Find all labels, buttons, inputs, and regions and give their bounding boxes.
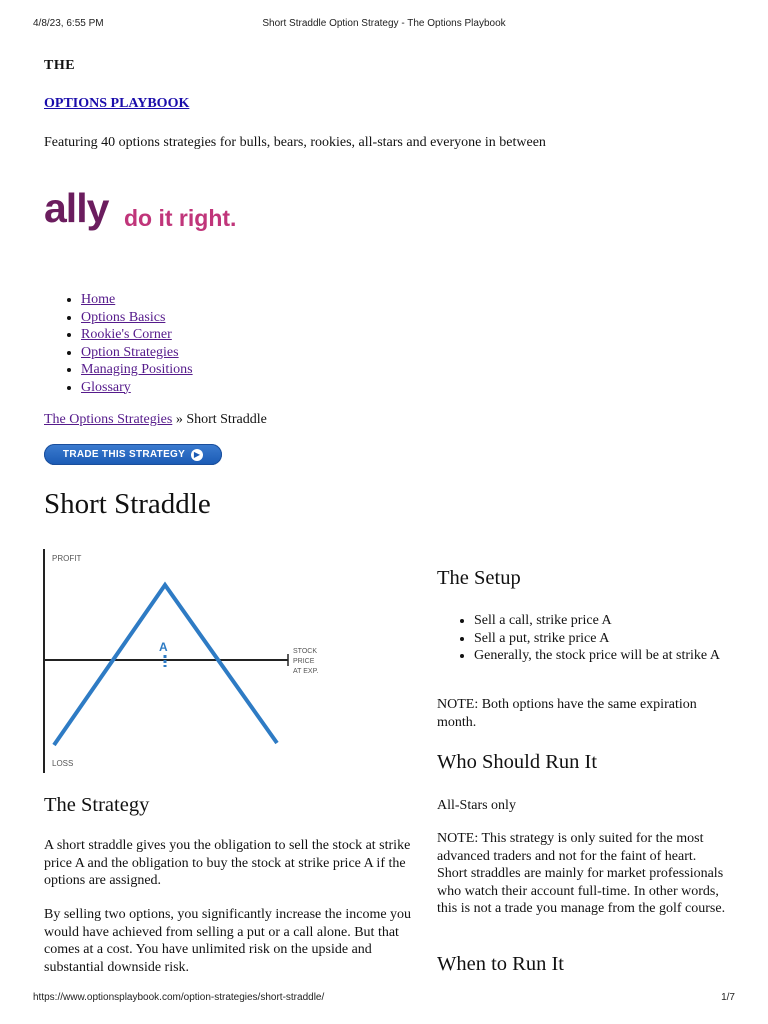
main-nav bbox=[44, 291, 193, 396]
strike-label: A bbox=[159, 640, 168, 654]
setup-note: NOTE: Both options have the same expiration month. bbox=[437, 697, 697, 730]
diagram-loss-label: LOSS bbox=[52, 759, 74, 768]
print-page-title: Short Straddle Option Strategy - The Options Playbook bbox=[262, 18, 506, 29]
nav-link-managing-positions[interactable]: Managing Positions bbox=[81, 362, 193, 377]
setup-item-sell-put: • Sell a put, strike price A bbox=[474, 630, 764, 648]
diagram-stock-label-1: STOCK bbox=[293, 648, 317, 655]
who-note: NOTE: This strategy is only suited for the most advanced traders and not for the faint of heart. Short straddles are mainly for market professionals who watch their account full-time. In other words, this is not a trade you manage from the golf course. bbox=[437, 831, 726, 916]
nav-link-home[interactable]: Home bbox=[81, 292, 116, 307]
when-heading: When to Run It bbox=[437, 953, 564, 975]
ally-slogan: do it right. bbox=[124, 205, 237, 231]
who-level: All-Stars only bbox=[437, 798, 516, 813]
nav-item-option-strategies bbox=[81, 344, 193, 362]
breadcrumb-parent-link[interactable]: The Options Strategies bbox=[44, 412, 173, 427]
diagram-stock-label-3: AT EXP. bbox=[293, 668, 319, 675]
nav-item-rookies-corner bbox=[81, 326, 193, 344]
strategy-paragraph-2: By selling two options, you significantly increase the income you would have achieved from selling a put or a call alone. But that comes at a cost. You have unlimited risk on the upside and substantial downside risk. bbox=[44, 907, 412, 975]
print-url: https://www.optionsplaybook.com/option-strategies/short-straddle/ bbox=[33, 992, 325, 1003]
breadcrumb-current: Short Straddle bbox=[186, 412, 267, 427]
setup-item-sell-call: • Sell a call, strike price A bbox=[474, 612, 764, 630]
trade-this-strategy-button[interactable] bbox=[44, 444, 222, 465]
site-tagline: Featuring 40 options strategies for bulls, bears, rookies, all-stars and everyone in between bbox=[44, 135, 546, 150]
payoff-diagram bbox=[40, 545, 319, 775]
brand-link[interactable]: OPTIONS PLAYBOOK bbox=[44, 96, 190, 111]
nav-link-glossary[interactable]: Glossary bbox=[81, 379, 131, 395]
nav-link-option-strategies[interactable]: Option Strategies bbox=[81, 344, 179, 360]
brand-prefix: THE bbox=[44, 58, 76, 73]
nav-link-options-basics[interactable]: Options Basics bbox=[81, 309, 166, 325]
page-title: Short Straddle bbox=[44, 488, 211, 520]
print-page-number: 1/7 bbox=[721, 992, 735, 1003]
nav-item-home bbox=[81, 291, 193, 309]
nav-item-glossary bbox=[81, 379, 193, 397]
ally-wordmark: ally bbox=[44, 185, 109, 231]
nav-link-rookies-corner[interactable]: Rookie's Corner bbox=[81, 327, 172, 342]
setup-heading: The Setup bbox=[437, 567, 521, 589]
diagram-stock-label-2: PRICE bbox=[293, 658, 315, 665]
diagram-profit-label: PROFIT bbox=[52, 554, 82, 563]
nav-item-managing-positions bbox=[81, 361, 193, 379]
strategy-paragraph-1: A short straddle gives you the obligation to sell the stock at strike price A and the obligation to buy the stock at strike price A if the options are assigned. bbox=[44, 838, 411, 888]
nav-item-options-basics bbox=[81, 309, 193, 327]
print-datetime: 4/8/23, 6:55 PM bbox=[33, 18, 104, 29]
ally-logo[interactable] bbox=[44, 185, 259, 240]
who-heading: Who Should Run It bbox=[437, 751, 598, 773]
play-arrow-icon: ▶ bbox=[191, 449, 203, 461]
strategy-heading: The Strategy bbox=[44, 794, 150, 816]
trade-button-label: TRADE THIS STRATEGY bbox=[62, 449, 186, 460]
breadcrumb bbox=[44, 412, 267, 428]
setup-list bbox=[437, 612, 764, 665]
breadcrumb-separator: » bbox=[172, 412, 187, 427]
setup-item-stock-price: • Generally, the stock price will be at strike A bbox=[474, 647, 764, 665]
